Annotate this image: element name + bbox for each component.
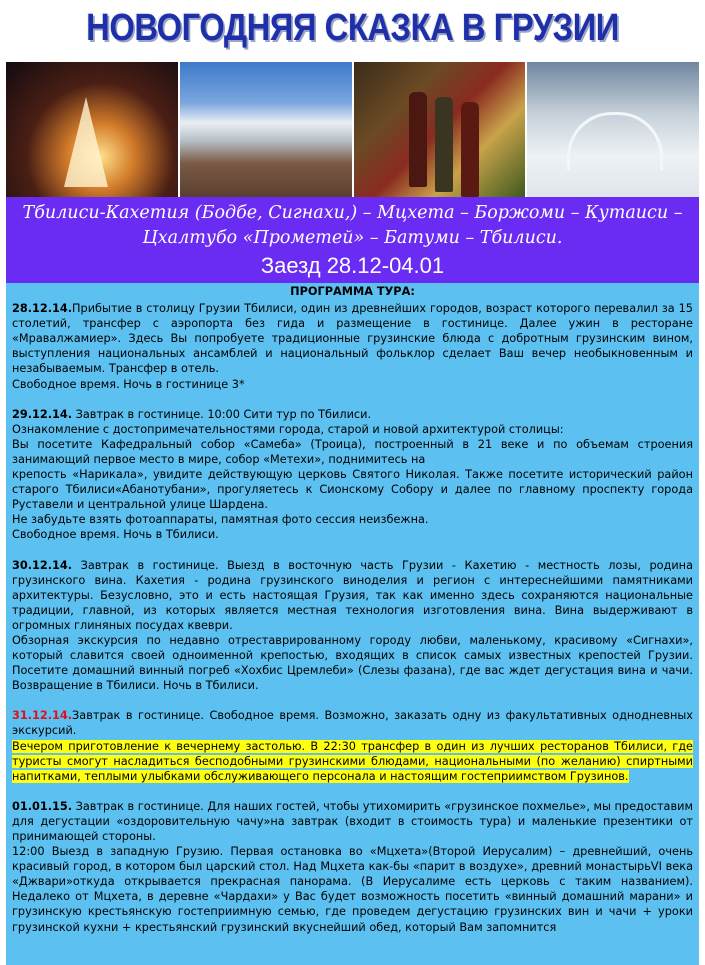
photo-tbilisi-night-tree <box>6 62 178 197</box>
photo-wine-and-grapes <box>354 62 526 197</box>
day-block <box>12 558 693 694</box>
day-paragraph <box>12 799 693 844</box>
day-date: 30.12.14. <box>12 558 73 572</box>
day-text: Ознакомление с достопримечательностями города, старой и новой архитектурой столицы: <box>12 422 564 436</box>
day-block <box>12 301 693 392</box>
day-text: Вы посетите Кафедральный собор «Самеба» (Троица), построенный в 21 веке и по объемам строения занимающий первое место в мире, собор «Метехи», поднимитесь на <box>12 437 693 466</box>
day-text: Завтрак в гостинице. Выезд в восточную часть Грузии - Кахетию - местность лозы, родина грузинского вина. Кахетия - родина грузинского виноделия и регион с интереснейшими памятниками архитектуры. Безусловно, это и есть настоящая Грузия, так как именно здесь сохраняются национальные традиции, главной, из которых является местная технология изготовления вина. Вина выдерживают в огромных глиняных посудах квеври. <box>12 558 693 632</box>
page-title: НОВОГОДНЯЯ СКАЗКА В ГРУЗИИ <box>86 7 619 49</box>
day-paragraph <box>12 558 693 633</box>
day-paragraph <box>12 407 693 422</box>
day-block <box>12 799 693 935</box>
photo-snowy-colonnade <box>527 62 699 197</box>
day-text: 12:00 Выезд в западную Грузию. Первая остановка во «Мцхета»(Второй Иерусалим) – древнейший, очень красивый город, в котором был царский стол. Над Мцхета как-бы «парит в воздухе», древний монастырьVI века «Джвари»откуда открывается прекрасная панорама. (В Иерусалиме есть церковь с таким названием). Недалеко от Мцхета, в деревне «Чардахи» у Вас будет возможность посетить «винный домашний марани» и грузинскую крестьянскую гостеприимную семью, где проведем дегустацию грузинских вин и чачи + уроки грузинской кухни + крестьянский грузинский вкуснейший обед, который Вам запомнится <box>12 845 693 934</box>
program-section <box>6 283 699 965</box>
day-text: крепость «Нарикала», увидите действующую церковь Святого Николая. Также посетите исторический район старого Тбилиси«Абанотубани», прогуляетесь к Сионскому Собору и далее по главному проспекту города Руставели и центральной улице Шардена. <box>12 468 693 512</box>
program-title: ПРОГРАММА ТУРА: <box>290 285 415 298</box>
day-text: Завтрак в гостинице. Свободное время. Возможно, заказать одну из факультативных однодневных экскурсий. <box>12 709 693 738</box>
day-text: Завтрак в гостинице. 10:00 Сити тур по Тбилиси. <box>72 407 372 421</box>
tour-dates: Заезд 28.12-04.01 <box>260 253 445 278</box>
day-text: Обзорная экскурсия по недавно отреставрированному городу любви, маленькому, красивому «Сигнахи», который славится своей одноименной крепостью, входящих в список самых известных крепостей Грузии. Посетите домашний винный погреб «Хохбис Цремлеби» (Слезы фазана), где вас ждет дегустация вина и чачи. Возвращение в Тбилиси. Ночь в Тбилиси. <box>12 633 693 693</box>
day-date: 28.12.14. <box>12 302 73 316</box>
day-date: 31.12.14. <box>12 709 73 723</box>
day-paragraph <box>12 301 693 376</box>
day-paragraph <box>12 708 693 738</box>
day-paragraph-highlight <box>12 739 693 784</box>
day-text: Прибытие в столицу Грузии Тбилиси, один из древнейших городов, возраст которого перевалил за 15 столетий, трансфер с аэропорта без гида и размещение в гостинице. Далее ужин в ресторане «Мравалжамиер». Здесь Вы попробуете традиционные грузинские блюда с добротным грузинским вином, выступления национальных ансамблей и национальный фольклор сделает Ваш вечер необыкновенным и незабываемым. Трансфер в отель. <box>12 302 693 376</box>
route-text: Тбилиси-Кахетия (Бодбе, Сигнахи,) – Мцхета – Боржоми – Кутаиси – Цхалтубо «Прометей» – Батуми – Тбилиси. <box>22 203 683 248</box>
route-banner <box>6 197 699 283</box>
day-text: Завтрак в гостинице. Для наших гостей, чтобы утихомирить «грузинское похмелье», мы предоставим для дегустации «оздоровительную чачу»на завтрак (входит в стоимость тура) и маленькие презентики от принимающей стороны. <box>12 799 693 843</box>
highlighted-text: Вечером приготовление к вечернему застолью. В 22:30 трансфер в один из лучших ресторанов Тбилиси, где туристы смогут насладиться бесподобными грузинскими блюдами, национальными (по желанию) спиртными напитками, теплыми улыбками обслуживающего персонала и настоящим гостеприимством Грузинов. <box>12 739 693 783</box>
day-text: Свободное время. Ночь в гостинице 3* <box>12 377 245 391</box>
photo-strip <box>6 62 699 197</box>
photo-mountain-town <box>180 62 352 197</box>
day-text: Не забудьте взять фотоаппараты, памятная фото сессия неизбежна. <box>12 513 429 527</box>
day-block <box>12 708 693 783</box>
day-text: Свободное время. Ночь в Тбилиси. <box>12 528 219 542</box>
day-date: 29.12.14. <box>12 407 73 421</box>
day-block <box>12 407 693 543</box>
day-date: 01.01.15. <box>12 799 73 813</box>
